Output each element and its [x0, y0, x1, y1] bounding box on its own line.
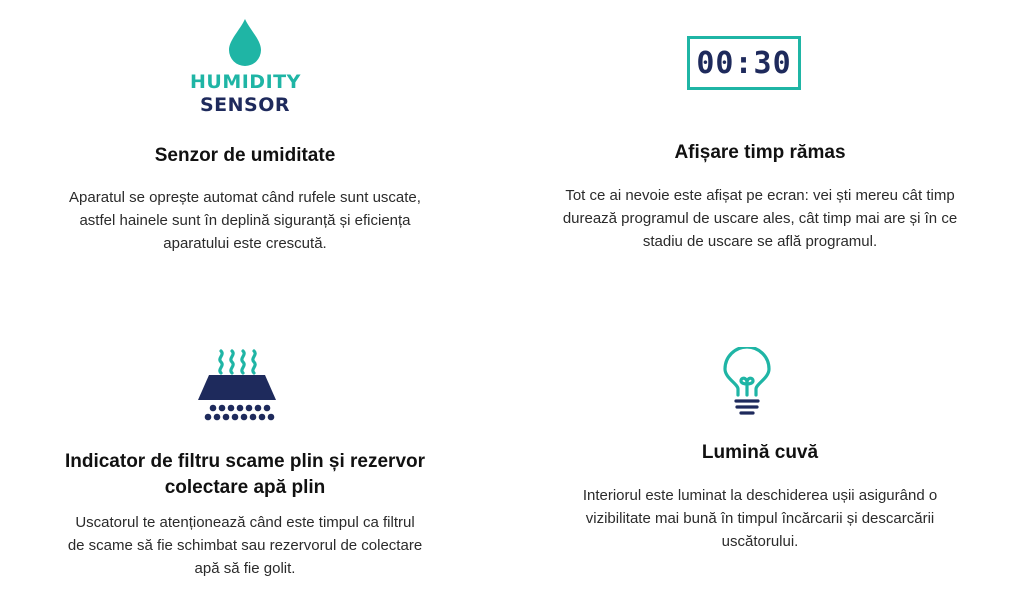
- description-line: de scame să fie schimbat sau rezervorul de colectare: [67, 537, 423, 554]
- feature-title: Afișare timp rămas: [674, 142, 846, 163]
- description-line: Uscatorul te atenționează când este timpul ca filtrul: [75, 514, 415, 531]
- light-bulb-icon: [720, 347, 774, 421]
- feature-humidity-sensor: [20, 0, 470, 290]
- humidity-sensor-icon: [190, 16, 300, 120]
- description-line: Tot ce ai nevoie este afișat pe ecran: vei ști mereu cât timp: [565, 187, 955, 204]
- feature-description: [20, 511, 470, 580]
- feature-description: [530, 484, 990, 553]
- description-line: stadiu de uscare se află programul.: [642, 233, 878, 250]
- sensor-icon-label: SENSOR: [199, 94, 291, 116]
- feature-description: [530, 184, 990, 253]
- description-line: Interiorul este luminat la deschiderea ușii asigurând o: [582, 487, 938, 504]
- feature-title: [20, 449, 470, 501]
- description-line: durează programul de uscare ales, cât timp mai are și în ce: [562, 210, 958, 227]
- feature-filter-indicator: [20, 300, 470, 600]
- feature-drum-light: [530, 300, 990, 600]
- description-line: vizibilitate mai bună în timpul încărcarii și descarcării: [585, 510, 935, 527]
- feature-description: [20, 186, 470, 255]
- lint-filter-icon: [195, 347, 279, 431]
- title-line: Indicator de filtru scame plin și rezervor: [64, 451, 426, 472]
- title-line: colectare apă plin: [164, 477, 326, 498]
- timer-display-icon: [687, 36, 807, 96]
- description-line: uscătorului.: [721, 533, 799, 550]
- timer-display-value: 00:30: [696, 45, 792, 81]
- description-line: aparatului este crescută.: [163, 235, 327, 252]
- feature-title: Senzor de umiditate: [154, 145, 336, 166]
- humidity-icon-label: HUMIDITY: [190, 71, 301, 93]
- description-line: astfel hainele sunt în deplină siguranță și eficiența: [79, 212, 411, 229]
- feature-title: Lumină cuvă: [701, 442, 819, 463]
- description-line: apă să fie golit.: [194, 560, 296, 577]
- feature-remaining-time: [530, 0, 990, 290]
- description-line: Aparatul se oprește automat când rufele sunt uscate,: [69, 189, 421, 206]
- timer-display-frame: [687, 36, 801, 90]
